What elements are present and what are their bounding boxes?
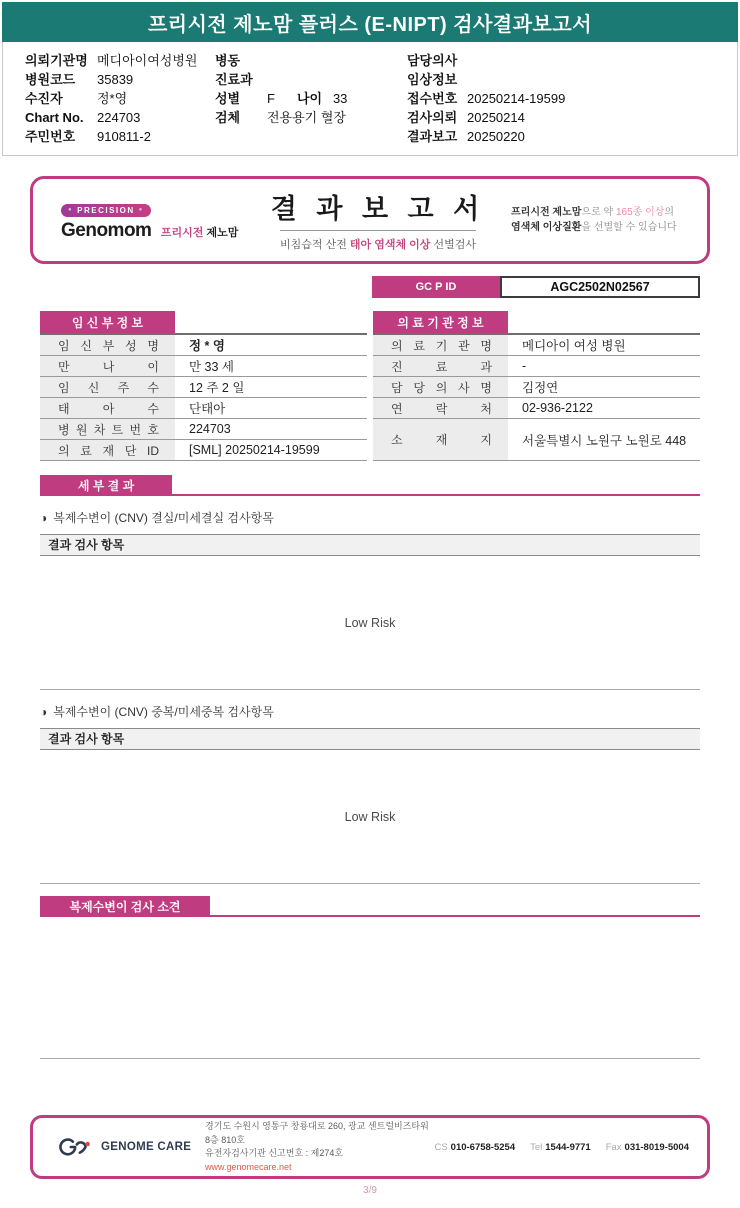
row-label (373, 356, 508, 376)
row-label-text: 임 신 부 성 명 (58, 338, 159, 353)
field-value: 20250214-19599 (467, 91, 566, 106)
brand-wordmark (61, 220, 245, 242)
result-report-title: 결 과 보 고 서 (270, 194, 486, 224)
report-header-card (30, 176, 710, 264)
badge-dot-icon: ● (68, 207, 74, 214)
field-label: 나이 (296, 91, 323, 106)
row-label (40, 335, 175, 355)
field-value: 전용용기 혈장 (267, 110, 346, 125)
row-label (40, 377, 175, 397)
brand-name: Genomom (61, 219, 152, 241)
field-label: 임상정보 (407, 72, 458, 87)
row-label-text: 의 료 기 관 명 (391, 338, 492, 353)
row-label (373, 335, 508, 355)
field-sex-age (215, 89, 407, 108)
risk-result-text: Low Risk (344, 809, 396, 824)
field-label: Chart No. (25, 110, 84, 125)
field-doctor (407, 51, 737, 70)
row-label (373, 377, 508, 397)
row-value: 12 주 2 일 (189, 381, 245, 395)
cnv-duplication-result-area (40, 750, 700, 884)
detail-results-title: 세 부 결 과 (40, 475, 172, 496)
brand-kr-pink: 프리시전 (160, 226, 204, 239)
field-label: 성별 (215, 91, 241, 106)
cnv-deletion-result-area (40, 556, 700, 690)
field-value: F (267, 91, 275, 106)
field-ward (215, 51, 407, 70)
row-value: [SML] 20250214-19599 (189, 443, 320, 457)
contact-value: 1544-9771 (545, 1141, 591, 1153)
patient-info-header (2, 42, 738, 156)
field-value: 33 (332, 91, 348, 106)
footer-contact-cs (434, 1142, 515, 1153)
report-card-tagline (511, 205, 707, 236)
field-label: 검체 (215, 110, 241, 125)
row-label-text: 진 료 과 (391, 359, 492, 374)
row-label (40, 419, 175, 439)
row-label (40, 398, 175, 418)
row-label-text: 의 료 재 단 ID (58, 443, 159, 458)
patient-info-col1 (3, 51, 215, 146)
footer-contacts (434, 1142, 689, 1153)
cnv-findings-area (40, 917, 700, 1059)
field-label: 수진자 (25, 91, 63, 106)
field-value: 224703 (97, 110, 141, 125)
field-receipt-no (407, 89, 737, 108)
table-row (373, 356, 700, 377)
medical-institution-info-table (373, 311, 700, 461)
pregnant-woman-info-body (40, 333, 367, 461)
cnv-duplication-heading (40, 703, 700, 720)
field-resident-no (25, 127, 215, 146)
field-value: 20250220 (467, 129, 525, 144)
pregnant-woman-info-table (40, 311, 367, 461)
table-row (40, 356, 367, 377)
footer-license: 유전자검사기관 신고번호 : 제274호 (205, 1148, 344, 1158)
field-clinical-info (407, 70, 737, 89)
field-label: 담당의사 (407, 53, 458, 68)
gc-p-id-value: AGC2502N02567 (500, 276, 700, 298)
gc-p-id-label: GC P ID (372, 276, 500, 298)
footer-card (30, 1115, 710, 1179)
cnv-findings-header (40, 896, 700, 917)
row-value: - (522, 359, 527, 373)
field-value: 정*영 (97, 91, 128, 106)
badge-dot-icon: ● (138, 207, 144, 214)
row-label (40, 440, 175, 460)
row-value: 메디아이 여성 병원 (522, 339, 626, 353)
half-circle-bullet-icon: ◑ (40, 510, 48, 525)
subtitle-prefix: 비침습적 산전 (280, 239, 350, 251)
medical-institution-info-body (373, 333, 700, 461)
brand-name-korean (161, 227, 238, 239)
row-value: 만 33 세 (189, 360, 234, 374)
row-label-text: 임 신 주 수 (58, 380, 159, 395)
result-column-header: 결과 검사 항목 (40, 534, 700, 556)
report-title: 프리시전 제노맘 플러스 (E-NIPT) 검사결과보고서 (147, 13, 593, 36)
subtitle-highlight: 태아 염색체 이상 (349, 239, 431, 251)
genome-care-logo (57, 1135, 205, 1159)
row-label (373, 398, 508, 418)
field-label: 의뢰기관명 (25, 53, 88, 68)
row-label-text: 담 당 의 사 명 (391, 380, 492, 395)
row-label (373, 419, 508, 460)
field-value: 20250214 (467, 110, 525, 125)
subtitle-suffix: 선별검사 (430, 239, 476, 251)
genome-care-logo-text: GENOME CARE (101, 1141, 192, 1153)
result-column-header: 결과 검사 항목 (40, 728, 700, 750)
field-label: 병동 (215, 53, 241, 68)
tagline-text: 으로 약 (581, 206, 616, 218)
genomom-logo (33, 198, 245, 242)
tagline-pink: 165종 이상 (615, 206, 665, 218)
report-title-bar (2, 2, 738, 42)
field-test-requested (407, 108, 737, 127)
cnv-findings-title: 복제수변이 검사 소견 (40, 896, 210, 917)
row-label-text: 만 나 이 (58, 359, 159, 374)
row-value: 정 * 영 (189, 339, 225, 353)
field-label: 진료과 (215, 72, 253, 87)
patient-info-col3 (407, 51, 737, 146)
field-label: 결과보고 (407, 129, 458, 144)
genome-care-logo-icon (57, 1135, 95, 1159)
field-chart-no (25, 108, 215, 127)
table-row (40, 419, 367, 440)
contact-label: Fax (605, 1141, 622, 1153)
field-label: 검사의뢰 (407, 110, 458, 125)
table-row (40, 377, 367, 398)
row-label-text: 병 원 차 트 번 호 (58, 422, 159, 437)
row-label-text: 연 락 처 (391, 401, 492, 416)
patient-info-col2 (215, 51, 407, 146)
cnv-duplication-heading-text: 복제수변이 (CNV) 중복/미세중복 검사항목 (53, 705, 274, 719)
table-row (40, 335, 367, 356)
contact-label: CS (434, 1141, 448, 1153)
info-tables (40, 311, 700, 461)
gc-p-id-row (0, 276, 700, 298)
field-label: 주민번호 (25, 129, 76, 144)
field-value: 35839 (97, 72, 134, 87)
contact-value: 010-6758-5254 (450, 1141, 516, 1153)
page-number: 3/9 (363, 1185, 377, 1196)
row-label-text: 태 아 수 (58, 401, 159, 416)
cnv-deletion-heading-text: 복제수변이 (CNV) 결실/미세결실 검사항목 (53, 511, 274, 525)
field-result-reported (407, 127, 737, 146)
field-specimen (215, 108, 407, 127)
field-value: 910811-2 (97, 129, 151, 144)
footer-contact-tel (530, 1142, 591, 1153)
contact-label: Tel (530, 1141, 543, 1153)
field-department (215, 70, 407, 89)
field-hospital-code (25, 70, 215, 89)
field-label: 접수번호 (407, 91, 458, 106)
row-label (40, 356, 175, 376)
pregnant-woman-info-title: 임 신 부 정 보 (40, 311, 175, 333)
brand-kr-dark: 제노맘 (206, 226, 239, 239)
half-circle-bullet-icon: ◑ (40, 704, 48, 719)
precision-badge (61, 204, 151, 217)
detail-results-header (40, 475, 700, 496)
field-label: 병원코드 (25, 72, 76, 87)
field-orderer (25, 51, 215, 70)
table-row (40, 440, 367, 461)
row-value: 224703 (189, 422, 231, 436)
row-value: 김정연 (522, 381, 559, 395)
row-value: 서울특별시 노원구 노원로 448 (522, 433, 687, 448)
footer-address-block (205, 1120, 434, 1174)
table-row (373, 398, 700, 419)
medical-institution-info-title: 의 료 기 관 정 보 (373, 311, 508, 333)
field-patient-name (25, 89, 215, 108)
footer-website: www.genomecare.net (205, 1161, 292, 1172)
table-row (373, 377, 700, 398)
table-row (40, 398, 367, 419)
tagline-text: 을 선별할 수 있습니다 (581, 222, 677, 233)
tagline-bold: 염색체 이상질환 (511, 222, 582, 233)
tagline-text: 의 (664, 206, 675, 218)
risk-result-text: Low Risk (344, 615, 396, 630)
table-row (373, 335, 700, 356)
row-value: 02-936-2122 (522, 401, 593, 415)
footer-address: 경기도 수원시 영통구 창룡대로 260, 광교 센트럴비즈타워 8층 810호 (205, 1121, 429, 1145)
table-row (373, 419, 700, 461)
result-report-subtitle (280, 230, 476, 252)
row-value: 단태아 (189, 402, 226, 416)
tagline-bold: 프리시전 제노맘 (511, 206, 582, 218)
contact-value: 031-8019-5004 (624, 1141, 689, 1153)
precision-badge-label: PRECISION (77, 205, 135, 215)
field-value: 메디아이여성병원 (97, 53, 198, 68)
cnv-deletion-heading (40, 509, 700, 526)
row-label-text: 소 재 지 (391, 433, 492, 447)
report-card-title-block (245, 187, 511, 253)
footer-contact-fax (606, 1142, 689, 1153)
